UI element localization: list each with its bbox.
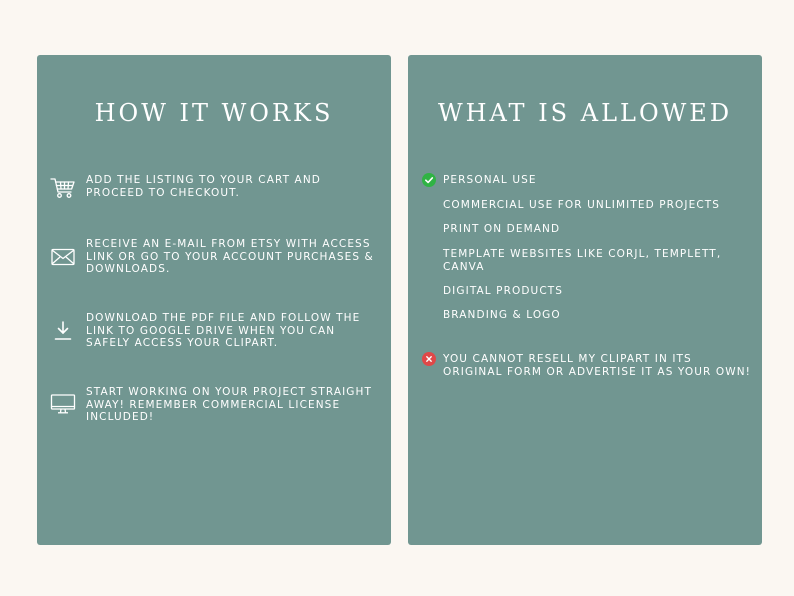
step-text: RECEIVE AN E-MAIL FROM ETSY WITH ACCESS LINK OR GO TO YOUR ACCOUNT PURCHASES & DOWNLOADS. bbox=[86, 238, 374, 275]
allowed-item-text: PERSONAL USE bbox=[443, 174, 537, 186]
monitor-icon bbox=[50, 392, 76, 416]
allowed-item-personal-use bbox=[443, 174, 753, 187]
step-text: ADD THE LISTING TO YOUR CART AND PROCEED TO CHECKOUT. bbox=[86, 174, 321, 199]
allowed-item-text: DIGITAL PRODUCTS bbox=[443, 285, 564, 297]
step-text: DOWNLOAD THE PDF FILE AND FOLLOW THE LINK TO GOOGLE DRIVE WHEN YOU CAN SAFELY ACCESS YOUR CLIPART. bbox=[86, 312, 361, 349]
envelope-icon bbox=[50, 245, 76, 269]
download-icon bbox=[50, 319, 76, 343]
allowed-item-template-websites bbox=[443, 248, 753, 273]
allowed-item-text: COMMERCIAL USE FOR UNLIMITED PROJECTS bbox=[443, 199, 721, 211]
how-it-works-panel bbox=[37, 55, 391, 545]
how-it-works-title: HOW IT WORKS bbox=[94, 99, 334, 127]
allowed-item-branding-logo bbox=[443, 309, 753, 322]
allowed-item-text: TEMPLATE WEBSITES LIKE CORJL, TEMPLETT, CANVA bbox=[443, 248, 722, 273]
allowed-item-text: BRANDING & LOGO bbox=[443, 309, 561, 321]
not-allowed-item-resell bbox=[443, 353, 753, 378]
not-allowed-text: YOU CANNOT RESELL MY CLIPART IN ITS ORIGINAL FORM OR ADVERTISE IT AS YOUR OWN! bbox=[443, 353, 751, 378]
allowed-item-commercial-use bbox=[443, 199, 753, 212]
what-is-allowed-panel bbox=[408, 55, 762, 545]
allowed-item-digital-products bbox=[443, 285, 753, 298]
allowed-item-text: PRINT ON DEMAND bbox=[443, 223, 561, 235]
check-circle-icon bbox=[422, 173, 436, 187]
allowed-item-print-on-demand bbox=[443, 223, 753, 236]
cross-circle-icon bbox=[422, 352, 436, 366]
step-text: START WORKING ON YOUR PROJECT STRAIGHT AWAY! REMEMBER COMMERCIAL LICENSE INCLUDED! bbox=[86, 386, 373, 423]
what-is-allowed-title: WHAT IS ALLOWED bbox=[437, 99, 733, 127]
cart-icon bbox=[50, 176, 76, 200]
